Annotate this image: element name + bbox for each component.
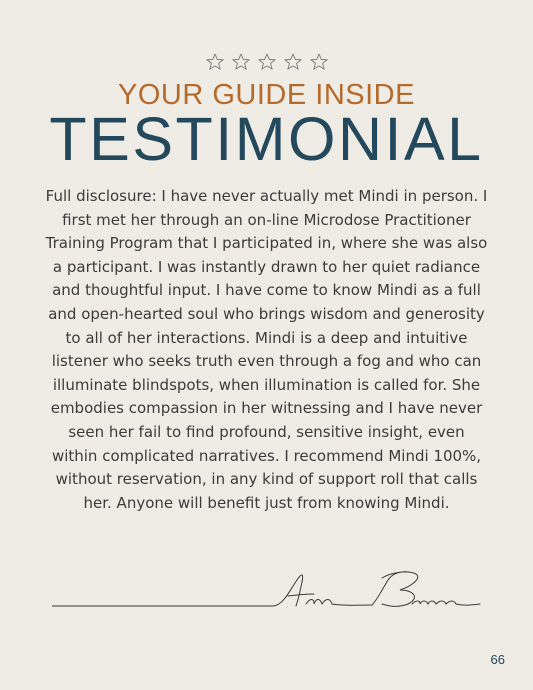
testimonial-text: Full disclosure: I have never actually met Mindi in person. I first met her through an on-line Microdose Practitioner Training Program that I participated in, where she was also a participant. I was instantly drawn to her quiet radiance and thoughtful input. I have come to know Mindi as a full and open-hearted soul who brings wisdom and generosity to all of her interactions. Mindi is a deep and intuitive listener who seeks truth even through a fog and who can illuminate blindspots, when illumination is called for. She embodies compassion in her witnessing and I have never seen her fail to find profound, sensitive insight, even within complicated narratives. I recommend Mindi 100%, without reservation, in any kind of support roll that calls her. Anyone will benefit just from knowing Mindi. — [45, 187, 488, 512]
rating-stars — [0, 52, 533, 72]
star-outline-icon — [283, 52, 303, 72]
signature-image — [52, 560, 482, 630]
page-number: 66 — [490, 652, 505, 667]
star-outline-icon — [205, 52, 225, 72]
star-outline-icon — [257, 52, 277, 72]
signature — [52, 560, 482, 630]
section-subtitle: YOUR GUIDE INSIDE — [118, 79, 415, 111]
page-title: TESTIMONIAL — [49, 105, 484, 173]
star-outline-icon — [231, 52, 251, 72]
star-outline-icon — [309, 52, 329, 72]
